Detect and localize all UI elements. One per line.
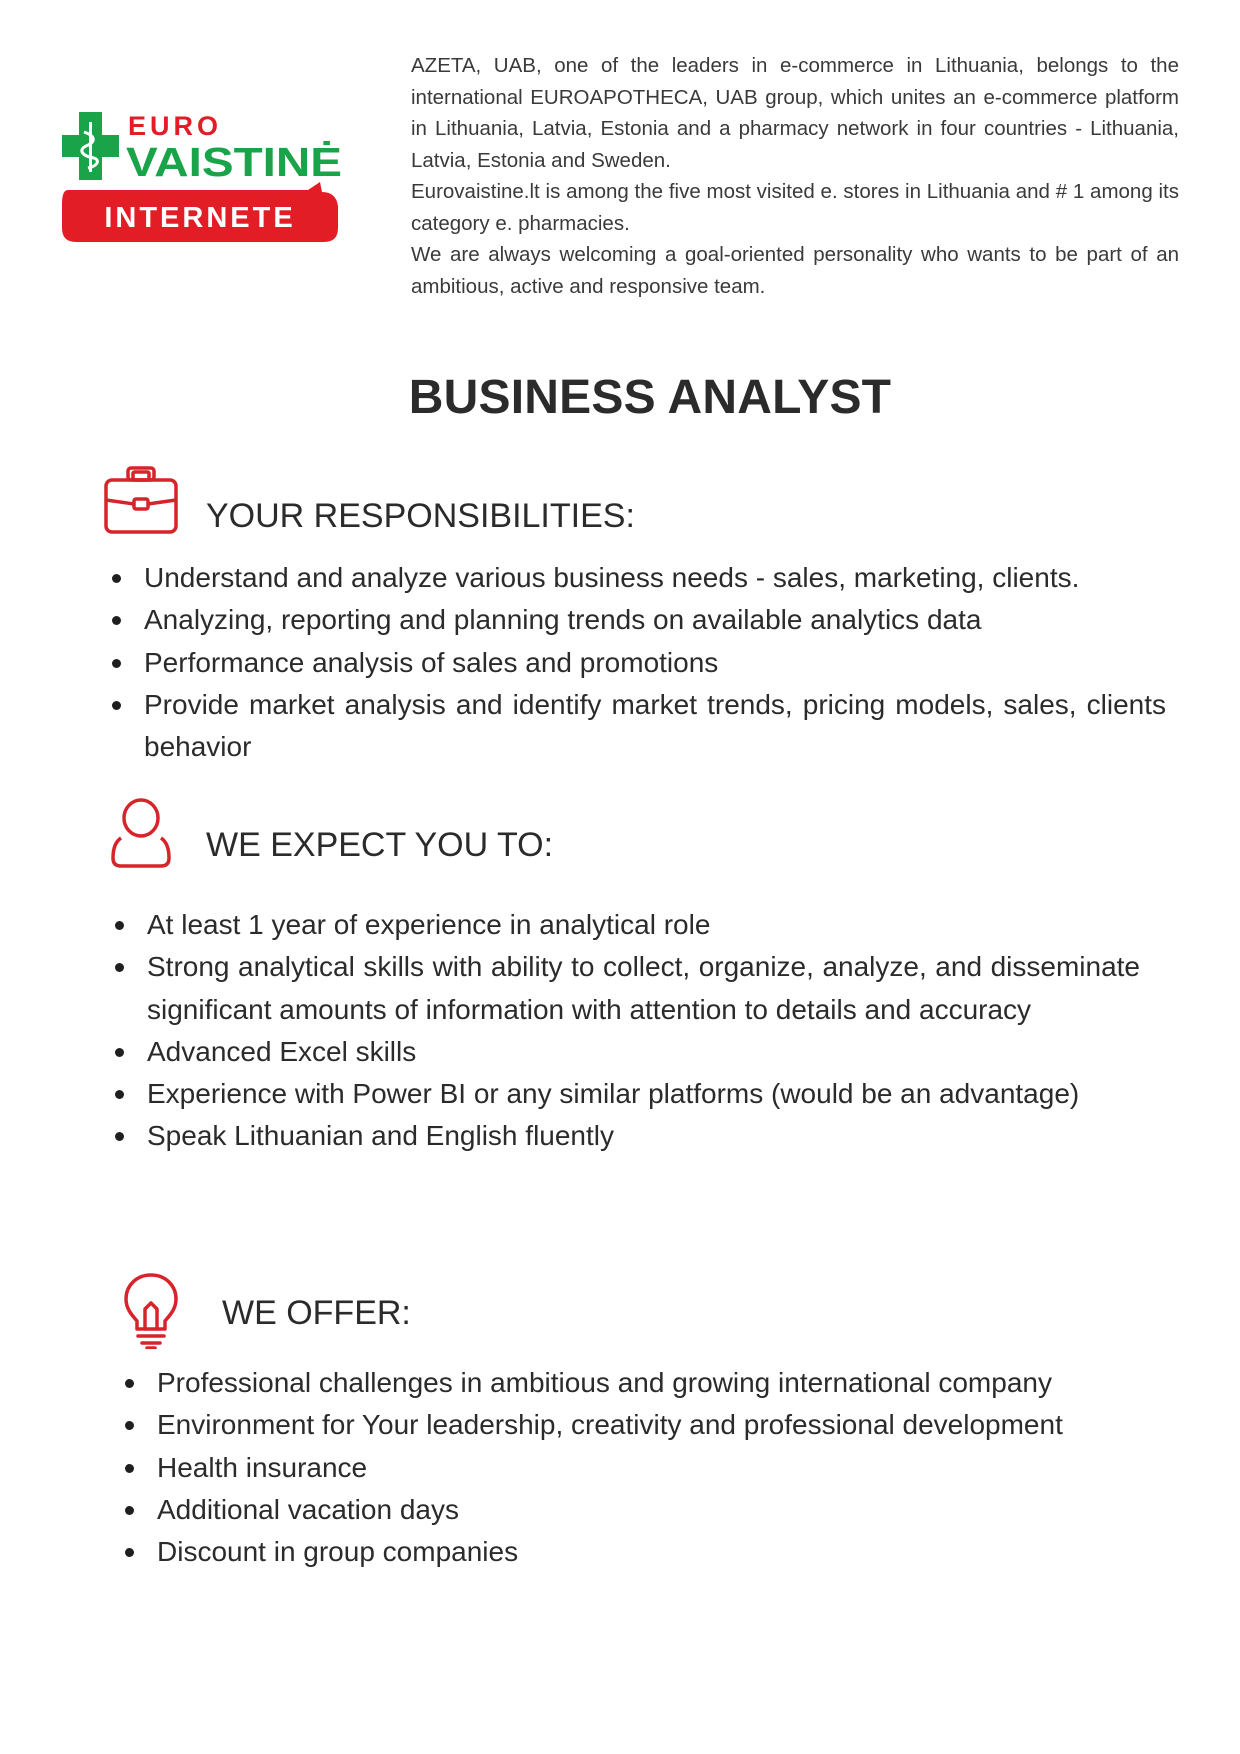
- pharmacy-cross-icon: [62, 112, 119, 180]
- expectations-heading: WE EXPECT YOU TO:: [206, 826, 554, 864]
- logo-vaistine-text: VAISTINĖ: [126, 139, 342, 185]
- intro-paragraph: We are always welcoming a goal-oriented personality who wants to be part of an ambitious, active and responsive team.: [411, 243, 1179, 298]
- list-item: Strong analytical skills with ability to collect, organize, analyze, and disseminate significant amounts of information with attention to details and accuracy: [115, 946, 1140, 1031]
- list-item: Professional challenges in ambitious and growing international company: [125, 1362, 1185, 1404]
- list-item: Analyzing, reporting and planning trends on available analytics data: [112, 599, 1166, 641]
- offer-heading: WE OFFER:: [222, 1294, 411, 1332]
- list-item: Provide market analysis and identify market trends, pricing models, sales, clients behavior: [112, 684, 1166, 769]
- list-item: Advanced Excel skills: [115, 1031, 1140, 1073]
- list-item: Understand and analyze various business needs - sales, marketing, clients.: [112, 557, 1166, 599]
- logo-euro-text: EURO: [128, 111, 223, 141]
- intro-paragraph: AZETA, UAB, one of the leaders in e-commerce in Lithuania, belongs to the international EUROAPOTHECA, UAB group, which unites an e-commerce platform in Lithuania, Latvia, Estonia and a pharmacy network in four countries - Lithuania, Latvia, Estonia and Sweden.: [411, 54, 1179, 172]
- lightbulb-icon: [123, 1273, 179, 1349]
- expectations-list: [115, 904, 1140, 1158]
- intro-paragraph: Eurovaistine.lt is among the five most visited e. stores in Lithuania and # 1 among its category e. pharmacies.: [411, 180, 1179, 235]
- list-item: Additional vacation days: [125, 1489, 1185, 1531]
- list-item: At least 1 year of experience in analytical role: [115, 904, 1140, 946]
- briefcase-icon: [104, 466, 178, 534]
- company-intro: [411, 50, 1179, 302]
- company-logo: [62, 108, 344, 242]
- list-item: Experience with Power BI or any similar platforms (would be an advantage): [115, 1073, 1140, 1115]
- list-item: Environment for Your leadership, creativity and professional development: [125, 1404, 1185, 1446]
- list-item: Performance analysis of sales and promotions: [112, 642, 1166, 684]
- list-item: Discount in group companies: [125, 1531, 1185, 1573]
- list-item: Health insurance: [125, 1447, 1185, 1489]
- offer-list: [125, 1362, 1185, 1573]
- responsibilities-heading: YOUR RESPONSIBILITIES:: [206, 497, 635, 535]
- logo-badge-text: INTERNETE: [104, 202, 296, 234]
- responsibilities-list: [112, 557, 1166, 768]
- job-title: BUSINESS ANALYST: [408, 371, 892, 424]
- person-icon: [111, 798, 171, 868]
- list-item: Speak Lithuanian and English fluently: [115, 1115, 1140, 1157]
